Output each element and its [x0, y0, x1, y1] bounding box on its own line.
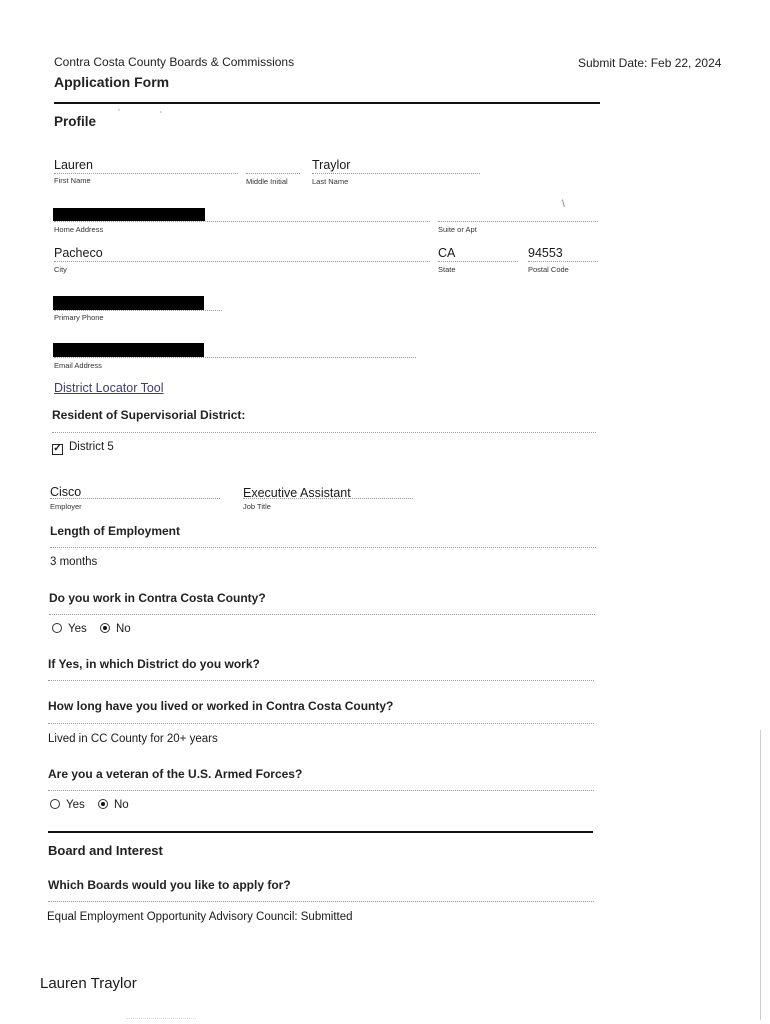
redacted-home-address [53, 208, 205, 221]
last-name-underline [312, 173, 480, 174]
job-title-value: Executive Assistant [243, 486, 351, 500]
primary-phone-label: Primary Phone [54, 313, 104, 322]
form-title: Application Form [54, 74, 170, 90]
home-address-underline [54, 221, 430, 222]
work-cc-options [52, 623, 141, 635]
city-underline [54, 261, 430, 262]
middle-initial-label: Middle Initial [246, 177, 288, 186]
job-title-underline [243, 498, 413, 499]
scan-speck: \ [562, 199, 565, 210]
lived-question: How long have you lived or worked in Contra Costa County? [48, 699, 394, 713]
header-rule [54, 102, 600, 104]
lived-answer: Lived in CC County for 20+ years [48, 733, 218, 745]
home-address-label: Home Address [54, 225, 104, 234]
boards-question: Which Boards would you like to apply for? [48, 878, 291, 892]
district-work-question: If Yes, in which District do you work? [48, 657, 260, 671]
profile-section-title: Profile [54, 114, 97, 129]
city-value: Pacheco [54, 246, 103, 260]
job-title-label: Job Title [243, 502, 271, 511]
postal-code-underline [528, 261, 598, 262]
district-answer: District 5 [69, 441, 114, 453]
length-answer: 3 months [50, 556, 98, 568]
employer-underline [50, 498, 220, 499]
work-cc-yes-label: Yes [68, 623, 87, 635]
last-name-value: Traylor [312, 158, 351, 172]
boards-answer: Equal Employment Opportunity Advisory Council: Submitted [47, 911, 353, 923]
district-question: Resident of Supervisorial District: [52, 408, 246, 422]
city-label: City [54, 265, 67, 274]
section-rule [48, 831, 593, 833]
veteran-question-rule [48, 790, 594, 791]
length-question: Length of Employment [50, 524, 180, 538]
district-checkbox[interactable]: ✓ [53, 443, 62, 454]
primary-phone-underline [54, 310, 222, 311]
state-label: State [438, 265, 456, 274]
veteran-no-label: No [113, 799, 129, 811]
boards-question-rule [48, 901, 594, 902]
veteran-yes-radio[interactable] [50, 799, 60, 809]
work-cc-question: Do you work in Contra Costa County? [49, 591, 266, 605]
applicant-signature: Lauren Traylor [40, 975, 137, 992]
suite-label: Suite or Apt [438, 225, 477, 234]
district-question-rule [52, 432, 596, 433]
state-value: CA [438, 246, 456, 260]
email-underline [54, 357, 416, 358]
veteran-options [50, 799, 139, 811]
veteran-question: Are you a veteran of the U.S. Armed Forces? [48, 767, 303, 781]
employer-label: Employer [50, 502, 82, 511]
veteran-yes-label: Yes [66, 799, 85, 811]
work-cc-yes-radio[interactable] [52, 623, 62, 633]
scan-speck: ‘ [160, 110, 162, 119]
employer-value: Cisco [50, 485, 82, 499]
district-answer-row [52, 441, 114, 455]
postal-code-label: Postal Code [528, 265, 569, 274]
work-cc-question-rule [49, 614, 595, 615]
middle-initial-underline [246, 173, 300, 174]
org-name: Contra Costa County Boards & Commissions [54, 55, 295, 69]
lived-question-rule [48, 723, 594, 724]
submit-date: Submit Date: Feb 22, 2024 [578, 56, 722, 70]
redacted-primary-phone [53, 296, 204, 310]
suite-underline [438, 221, 598, 222]
email-label: Email Address [54, 361, 102, 370]
redacted-email [53, 343, 204, 357]
district-work-question-rule [48, 680, 594, 681]
veteran-no-radio[interactable] [98, 799, 108, 809]
district-locator-link[interactable]: District Locator Tool [54, 381, 164, 395]
footer-faint-rule [126, 1018, 196, 1019]
scan-speck: ’ [118, 108, 120, 117]
last-name-label: Last Name [312, 177, 349, 186]
first-name-label: First Name [54, 176, 91, 185]
length-question-rule [50, 547, 596, 548]
state-underline [438, 261, 518, 262]
postal-code-value: 94553 [528, 246, 563, 260]
boards-section-title: Board and Interest [48, 843, 163, 858]
work-cc-no-label: No [115, 623, 131, 635]
first-name-underline [54, 173, 238, 174]
work-cc-no-radio[interactable] [100, 623, 110, 633]
first-name-value: Lauren [54, 158, 93, 172]
scan-edge-line [760, 730, 761, 1020]
